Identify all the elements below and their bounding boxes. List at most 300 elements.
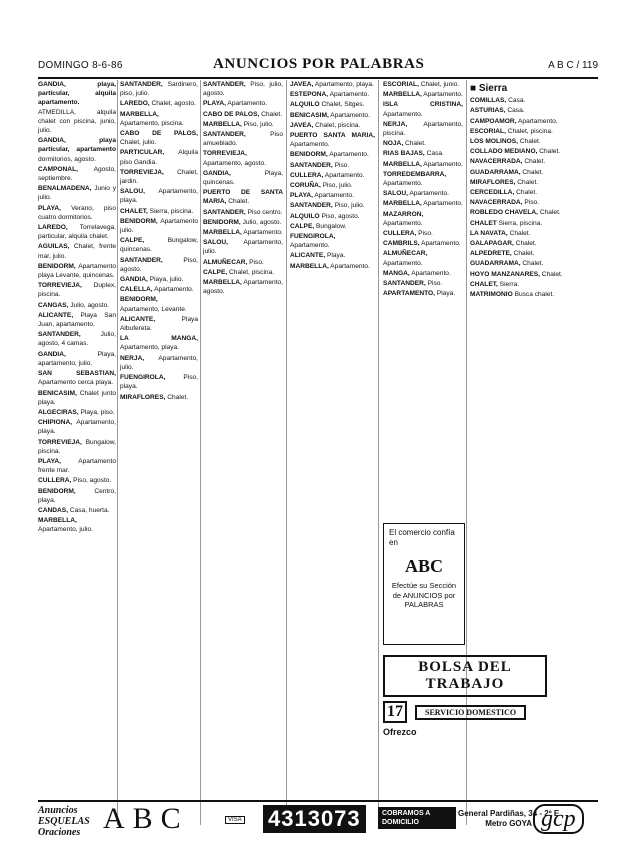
classified-ad bbox=[383, 189, 463, 198]
ad-keyword: GALAPAGAR, bbox=[470, 240, 514, 248]
ad-keyword: RIAS BAJAS, bbox=[383, 150, 425, 158]
ad-text: Torrelavega, particular, alquila chalet. bbox=[38, 224, 116, 241]
classified-ad bbox=[38, 204, 116, 222]
ad-text: Chalet. bbox=[403, 140, 426, 148]
classified-ad bbox=[470, 178, 598, 187]
ad-text: Casa. bbox=[506, 97, 526, 105]
ad-text: Apartamento. bbox=[407, 190, 449, 198]
ad-text: Piso. bbox=[522, 199, 540, 207]
ad-keyword: MARBELLA, bbox=[120, 110, 159, 118]
section-heading: ■ Sierra bbox=[470, 83, 508, 94]
ad-keyword: PUERTO DE SANTA MARIA, bbox=[203, 189, 283, 206]
promo-box bbox=[383, 523, 465, 645]
classified-ad bbox=[203, 110, 283, 119]
ad-keyword: ROBLEDO CHAVELA, bbox=[470, 209, 539, 217]
ad-text: Chalet, julio. bbox=[120, 139, 157, 147]
classified-ad bbox=[38, 165, 116, 183]
classified-ad bbox=[38, 330, 116, 348]
phone-number: 4313073 bbox=[263, 805, 366, 833]
ad-keyword: SANTANDER, bbox=[120, 81, 163, 88]
ad-text: Apartamento. bbox=[383, 180, 423, 188]
ad-keyword: ALICANTE, bbox=[120, 315, 156, 323]
promo-text-2: Efectúe su Sección de ANUNCIOS por PALABRAS bbox=[391, 581, 457, 609]
classified-ad bbox=[120, 295, 198, 313]
classified-ad bbox=[470, 219, 598, 228]
ad-keyword: GANDIA, bbox=[203, 169, 231, 177]
ad-text: Chalet. bbox=[538, 209, 561, 217]
classified-ad bbox=[38, 262, 116, 280]
ad-keyword: MARBELLA, bbox=[290, 262, 329, 270]
ad-text: Chalet, frente mar, julio. bbox=[38, 243, 116, 260]
classified-ad bbox=[470, 168, 598, 177]
ad-text: Julio, agosto. bbox=[240, 218, 282, 226]
classified-ad bbox=[203, 258, 283, 267]
ad-keyword: NERJA, bbox=[120, 354, 145, 362]
ad-keyword: MARBELLA, bbox=[203, 120, 242, 128]
classified-ad bbox=[290, 262, 375, 271]
ad-text: Playa, quincenas. bbox=[203, 169, 283, 187]
ad-text: Piso, playa. bbox=[120, 374, 198, 391]
ad-text: Apartamento, playa. bbox=[120, 344, 180, 352]
classified-ad bbox=[470, 147, 598, 156]
ad-keyword: ALMUÑECAR, bbox=[203, 258, 248, 266]
ad-text: Apartamento. bbox=[152, 286, 194, 294]
ad-text: Apartamento, piscina. bbox=[383, 120, 463, 138]
ad-text: Apartamento. bbox=[323, 171, 365, 179]
address-street: General Pardiñas, 34 - 2º E bbox=[458, 809, 560, 818]
ad-keyword: CANGAS, bbox=[38, 301, 69, 309]
classified-ad bbox=[120, 334, 198, 352]
classified-ad bbox=[120, 80, 198, 98]
ad-keyword: SANTANDER, bbox=[38, 331, 81, 339]
address-metro: Metro GOYA bbox=[485, 819, 533, 828]
ad-keyword: BENICASIM, bbox=[38, 389, 77, 397]
ad-keyword: ALMUÑECAR, bbox=[383, 250, 428, 258]
ad-keyword: SAN SEBASTIAN, bbox=[38, 370, 116, 378]
classified-ad bbox=[383, 80, 463, 89]
ad-text: Apartamento. bbox=[312, 192, 355, 200]
ad-keyword: ESCORIAL, bbox=[470, 127, 506, 135]
ad-text: Sierra, piscina. bbox=[496, 219, 543, 227]
classified-ad bbox=[38, 516, 116, 534]
classified-ad bbox=[290, 232, 375, 250]
ad-keyword: BENICASIM, bbox=[290, 111, 329, 119]
ad-keyword: BENALMADENA, bbox=[38, 185, 92, 193]
classified-ad bbox=[383, 239, 463, 248]
ad-keyword: ISLA CRISTINA, bbox=[383, 101, 463, 109]
ad-text: Apartamento. bbox=[290, 141, 330, 149]
ad-text: Apartamento. bbox=[421, 160, 463, 168]
ad-text: Casa, huerta. bbox=[68, 506, 110, 514]
page-footer bbox=[38, 800, 598, 840]
ad-text: Chalet. bbox=[507, 229, 531, 237]
ad-text: Piso amueblado. bbox=[203, 131, 283, 148]
ad-text: Chalet. bbox=[520, 260, 544, 268]
classified-ad bbox=[203, 218, 283, 227]
ad-text: Apartamento, julio. bbox=[38, 526, 93, 534]
classified-ad bbox=[120, 129, 198, 147]
classified-ad bbox=[38, 136, 116, 164]
ad-keyword: BENIDORM, bbox=[38, 487, 76, 495]
classified-ad bbox=[470, 106, 598, 115]
classified-ad bbox=[290, 161, 375, 170]
classified-ad bbox=[38, 457, 116, 475]
ad-text: Apartamento, agosto. bbox=[203, 159, 267, 167]
ad-keyword: MARBELLA, bbox=[203, 279, 242, 287]
classified-ad bbox=[120, 99, 198, 108]
ad-text: Apartamento. bbox=[225, 100, 268, 108]
ad-keyword: BENIDORM, bbox=[120, 217, 158, 225]
classified-ad bbox=[203, 238, 283, 256]
classified-ad bbox=[470, 229, 598, 238]
classified-ad bbox=[470, 259, 598, 268]
ad-text: Chalet. bbox=[522, 158, 546, 166]
ad-text: Apartamento. bbox=[327, 151, 369, 159]
classified-ad bbox=[38, 408, 116, 417]
ad-keyword: GANDIA, playa, particular, alquila apartamento. bbox=[38, 81, 116, 107]
ad-text: dormitorios, agosto. bbox=[38, 155, 96, 163]
classified-ad bbox=[383, 149, 463, 158]
ad-keyword: GUADARRAMA, bbox=[470, 260, 521, 268]
ad-keyword: PUERTO SANTA MARIA, bbox=[290, 132, 375, 140]
classified-ad bbox=[470, 270, 598, 279]
ad-keyword: SALOU, bbox=[203, 239, 228, 247]
ad-text: Chalet. bbox=[259, 110, 283, 118]
ad-text: Chalet. bbox=[513, 240, 537, 248]
ad-keyword: TORREVIEJA, bbox=[203, 150, 247, 158]
ad-text: Sierra. bbox=[497, 280, 520, 288]
ad-keyword: LA MANGA, bbox=[120, 335, 198, 343]
classified-ad bbox=[38, 350, 116, 368]
visa-icon: VISA bbox=[225, 816, 245, 824]
issue-date: DOMINGO 8-6-86 bbox=[38, 60, 123, 71]
classified-ad bbox=[38, 506, 116, 515]
classified-ad bbox=[470, 280, 598, 289]
classified-ad bbox=[383, 210, 463, 228]
classified-ad bbox=[470, 290, 598, 299]
ad-text: Busca chalet. bbox=[512, 291, 555, 299]
ad-keyword: TORREVIEJA, bbox=[38, 282, 82, 290]
ad-text: Apartamento. bbox=[421, 200, 463, 208]
classified-ad bbox=[120, 110, 198, 128]
ad-keyword: NOJA, bbox=[383, 140, 404, 148]
ad-keyword: CAMPOAMOR, bbox=[470, 117, 517, 125]
ad-text: Alquila piso Gandia. bbox=[120, 149, 198, 166]
classified-ad bbox=[383, 90, 463, 99]
ad-keyword: AGUILAS, bbox=[38, 243, 70, 251]
column-divider bbox=[378, 80, 379, 825]
ad-keyword: SALOU, bbox=[120, 188, 145, 196]
classified-ad bbox=[38, 476, 116, 485]
ad-text: Sardinero, piso, julio. bbox=[120, 81, 198, 98]
ad-keyword: LAREDO, bbox=[38, 224, 68, 232]
ad-keyword: MARBELLA, bbox=[383, 91, 422, 99]
ad-text: Apartamento playa Levante, quincenas. bbox=[38, 262, 116, 280]
ad-text: Apartamento. bbox=[290, 242, 330, 250]
ad-keyword: SALOU, bbox=[383, 190, 408, 198]
classified-ad bbox=[120, 187, 198, 205]
ad-text: Chalet. bbox=[514, 189, 538, 197]
ad-keyword: FUENGIROLA, bbox=[290, 233, 336, 241]
classified-ad bbox=[38, 438, 116, 456]
ad-keyword: SANTANDER, bbox=[203, 131, 246, 139]
ad-text: Chalet. bbox=[511, 250, 535, 258]
ad-keyword: TORREVIEJA, bbox=[120, 168, 164, 176]
ad-keyword: ALPEDRETE, bbox=[470, 250, 512, 258]
ad-text: Apartamento. bbox=[383, 219, 423, 227]
classified-ad bbox=[38, 487, 116, 505]
ad-keyword: MANGA, bbox=[383, 269, 410, 277]
ad-keyword: PLAYA, bbox=[290, 192, 313, 200]
ad-keyword: COMILLAS, bbox=[470, 97, 507, 105]
ad-keyword: LOS MOLINOS, bbox=[470, 138, 518, 146]
ad-text: Playa Albufereta. bbox=[120, 315, 198, 333]
ad-keyword: PARTICULAR, bbox=[120, 149, 165, 157]
ad-keyword: CHALET bbox=[470, 219, 497, 227]
ad-text: Piso, julio. bbox=[332, 202, 365, 210]
ad-keyword: LAREDO, bbox=[120, 100, 150, 108]
classified-ad bbox=[120, 393, 198, 402]
ad-text: Piso, julio. bbox=[241, 120, 274, 128]
ad-keyword: MARBELLA, bbox=[38, 517, 77, 525]
footer-categories: Anuncios ESQUELAS Oraciones bbox=[38, 805, 90, 838]
classified-ad bbox=[38, 301, 116, 310]
ad-keyword: ESCORIAL, bbox=[383, 81, 419, 88]
ad-text: Chalet. bbox=[515, 178, 539, 186]
ad-keyword: CHIPIONA, bbox=[38, 419, 73, 427]
ad-text: Chalet. bbox=[165, 393, 189, 401]
category-title: SERVICIO DOMESTICO bbox=[415, 705, 526, 720]
ad-keyword: NERJA, bbox=[383, 120, 408, 128]
ad-text: Apartamento, agosto. bbox=[203, 279, 283, 296]
ad-keyword: CALPE, bbox=[120, 237, 145, 245]
ad-text: Agosto, septiembre. bbox=[38, 165, 116, 183]
classified-ad bbox=[203, 99, 283, 108]
ad-text: Apartamento, playa. bbox=[120, 188, 198, 205]
ad-text: Apartamento, playa. bbox=[313, 81, 374, 88]
ad-text: Chalet junto playa. bbox=[38, 389, 116, 406]
ad-text: Playa. bbox=[325, 252, 346, 260]
classified-ad bbox=[38, 80, 116, 135]
classified-ad bbox=[290, 212, 375, 221]
ad-keyword: HOYO MANZANARES, bbox=[470, 270, 540, 278]
ad-keyword: JAVEA, bbox=[290, 81, 314, 88]
ad-keyword: CALPE, bbox=[203, 268, 228, 276]
classified-ad bbox=[203, 228, 283, 237]
classified-ad bbox=[203, 278, 283, 296]
classified-column-6 bbox=[470, 80, 598, 300]
collection-notice: COBRAMOS A DOMICILIO bbox=[378, 807, 456, 829]
classified-ad bbox=[120, 354, 198, 372]
ad-keyword: ALICANTE, bbox=[290, 252, 326, 260]
classified-ad bbox=[120, 168, 198, 186]
ad-text: Bungalow. bbox=[314, 222, 347, 230]
ad-text: Piso, agosto. bbox=[71, 477, 112, 485]
column-divider bbox=[200, 80, 201, 825]
classified-ad bbox=[383, 100, 463, 118]
column-divider bbox=[286, 80, 287, 825]
classified-ad bbox=[38, 369, 116, 387]
ad-text: Julio, agosto, 4 camas. bbox=[38, 331, 116, 348]
classified-ad bbox=[120, 275, 198, 284]
classified-ad bbox=[120, 217, 198, 235]
classified-ad bbox=[290, 80, 375, 89]
classified-ad bbox=[290, 191, 375, 200]
ad-keyword: PLAYA, bbox=[38, 457, 61, 465]
category-number: 17 bbox=[383, 701, 407, 723]
job-market-title: BOLSA DEL TRABAJO bbox=[383, 655, 547, 697]
ad-text: Apartamento, playa. bbox=[38, 419, 116, 436]
classified-ad bbox=[470, 157, 598, 166]
classified-ad bbox=[383, 120, 463, 138]
classified-ad bbox=[383, 139, 463, 148]
ad-text: Sierra, piscina. bbox=[147, 207, 194, 215]
ad-keyword: ESTEPONA, bbox=[290, 91, 329, 99]
ad-text: Chalet, jardin. bbox=[120, 168, 198, 186]
ad-text: Piso, agosto. bbox=[319, 212, 360, 220]
classified-ad bbox=[383, 160, 463, 169]
ad-text: Piso, julio, agosto. bbox=[203, 81, 283, 98]
classified-ad bbox=[203, 169, 283, 187]
ad-keyword: MIRAFLORES, bbox=[120, 393, 166, 401]
ad-keyword: ASTURIAS, bbox=[470, 107, 506, 115]
ad-text: Piso. bbox=[247, 258, 264, 266]
ad-keyword: CANDAS, bbox=[38, 506, 69, 514]
ad-text: Apartamento. bbox=[328, 111, 370, 119]
ad-text: Playa San Juan, apartamento. bbox=[38, 311, 116, 329]
abc-logo: ABC bbox=[103, 802, 189, 835]
ad-keyword: GANDIA, bbox=[120, 276, 148, 284]
classified-ad bbox=[203, 208, 283, 217]
ad-text: Chalet. bbox=[539, 270, 563, 278]
classified-ad bbox=[203, 149, 283, 167]
classified-ad bbox=[290, 111, 375, 120]
classified-ad bbox=[38, 242, 116, 260]
classified-ad bbox=[38, 418, 116, 436]
ad-keyword: TORREVIEJA, bbox=[38, 438, 82, 446]
ad-text: Chalet. bbox=[518, 138, 541, 146]
classified-ad bbox=[38, 223, 116, 241]
classified-ad bbox=[383, 279, 463, 288]
ad-keyword: CULLERA, bbox=[290, 171, 324, 179]
ad-text: ATMEDILLA, alquila chalet con piscina, junio, julio. bbox=[38, 108, 116, 135]
ad-keyword: COLLADO MEDIANO, bbox=[470, 148, 538, 156]
ad-keyword: SANTANDER, bbox=[120, 256, 163, 264]
ad-keyword: CAMPONAL, bbox=[38, 165, 78, 173]
ad-keyword: SANTANDER, bbox=[290, 202, 333, 210]
ad-text: Apartamento. bbox=[409, 269, 451, 277]
classified-ad bbox=[290, 222, 375, 231]
ad-text: Julio, agosto. bbox=[68, 301, 110, 309]
ad-text: Apartamento, piscina. bbox=[120, 119, 184, 127]
ad-text: Apartamento frente mar. bbox=[38, 457, 116, 475]
classified-column-3 bbox=[203, 80, 283, 297]
ad-keyword: GUADARRAMA, bbox=[470, 168, 521, 176]
ad-text: Apartamento. bbox=[328, 262, 370, 270]
classified-ad bbox=[120, 315, 198, 333]
classified-ad bbox=[203, 120, 283, 129]
classified-ad bbox=[38, 311, 116, 329]
ad-text: Playa, apartamento, julio. bbox=[38, 350, 116, 367]
ad-text: Chalet. bbox=[520, 168, 544, 176]
ad-keyword: MARBELLA, bbox=[383, 200, 422, 208]
classified-ad bbox=[470, 208, 598, 217]
classified-ad bbox=[383, 269, 463, 278]
classified-ad bbox=[290, 121, 375, 130]
ad-keyword: MIRAFLORES, bbox=[470, 178, 516, 186]
classified-ad bbox=[383, 249, 463, 267]
classified-ad bbox=[38, 281, 116, 299]
ad-keyword: CALELLA, bbox=[120, 286, 153, 294]
classified-ad bbox=[290, 171, 375, 180]
ad-text: Apartamento, julio. bbox=[120, 354, 198, 371]
offer-heading: Ofrezco bbox=[383, 727, 417, 737]
ad-keyword: MAZARRON, bbox=[383, 210, 424, 218]
ad-text: Piso, agosto. bbox=[120, 256, 198, 273]
classified-ad bbox=[120, 285, 198, 294]
ad-keyword: BENIDORM, bbox=[203, 218, 241, 226]
ad-keyword: CORUÑA, bbox=[290, 182, 321, 190]
ad-text: Apartamento. bbox=[328, 91, 370, 99]
classified-ad bbox=[203, 80, 283, 98]
ad-keyword: SANTANDER, bbox=[383, 280, 426, 288]
classified-ad bbox=[38, 184, 116, 202]
ad-text: Apartamento julio. bbox=[120, 217, 198, 235]
ad-keyword: CHALET, bbox=[470, 280, 498, 288]
ad-keyword: SANTANDER, bbox=[203, 208, 246, 216]
ad-keyword: CERCEDILLA, bbox=[470, 189, 515, 197]
classified-ad bbox=[203, 130, 283, 148]
ad-keyword: NAVACERRADA, bbox=[470, 158, 523, 166]
classified-ad bbox=[290, 251, 375, 260]
ad-keyword: CABO DE PALOS, bbox=[203, 110, 260, 118]
ad-text: Duplex, piscina. bbox=[38, 282, 116, 299]
classified-ad bbox=[383, 199, 463, 208]
ad-text: Apartamento. bbox=[419, 240, 461, 248]
ad-keyword: LA NAVATA, bbox=[470, 229, 508, 237]
ad-keyword: CAMBRILS, bbox=[383, 240, 420, 248]
ad-text: Casa. bbox=[424, 150, 444, 158]
ad-text: Apartamento. bbox=[383, 259, 423, 267]
ad-keyword: ALICANTE, bbox=[38, 311, 74, 319]
ad-keyword: BENIDORM, bbox=[120, 296, 158, 304]
ad-text: Verano, piso cuatro dormitorios. bbox=[38, 204, 116, 221]
ad-text: Piso, julio. bbox=[320, 182, 353, 190]
ad-text: Chalet, Sitges. bbox=[319, 101, 365, 109]
ad-keyword: PLAYA, bbox=[203, 100, 226, 108]
classified-ad bbox=[470, 127, 598, 136]
ad-text: Apartamento cerca playa. bbox=[38, 379, 114, 387]
ad-keyword: CHALET, bbox=[120, 207, 148, 215]
ad-keyword: APARTAMENTO, bbox=[383, 290, 436, 298]
classified-ad bbox=[120, 148, 198, 166]
ad-keyword: SANTANDER, bbox=[203, 81, 246, 88]
ad-text: Chalet, agosto. bbox=[149, 100, 196, 108]
ad-text: Bungalow, quincenas. bbox=[120, 237, 198, 254]
ad-text: Chalet, piscina. bbox=[313, 121, 361, 129]
ad-text: Playa, julio. bbox=[147, 276, 184, 284]
classified-ad bbox=[383, 289, 463, 298]
ad-text: Piso. bbox=[425, 280, 443, 288]
classified-ad bbox=[203, 268, 283, 277]
ad-keyword: BENIDORM, bbox=[290, 151, 328, 159]
ad-text: Apartamento, Levante. bbox=[120, 305, 187, 313]
classified-ad bbox=[470, 249, 598, 258]
ad-keyword: TORREDEMBARRA, bbox=[383, 170, 447, 178]
job-market-box bbox=[383, 655, 547, 737]
classified-ad bbox=[120, 236, 198, 254]
ad-keyword: CALPE, bbox=[290, 222, 315, 230]
